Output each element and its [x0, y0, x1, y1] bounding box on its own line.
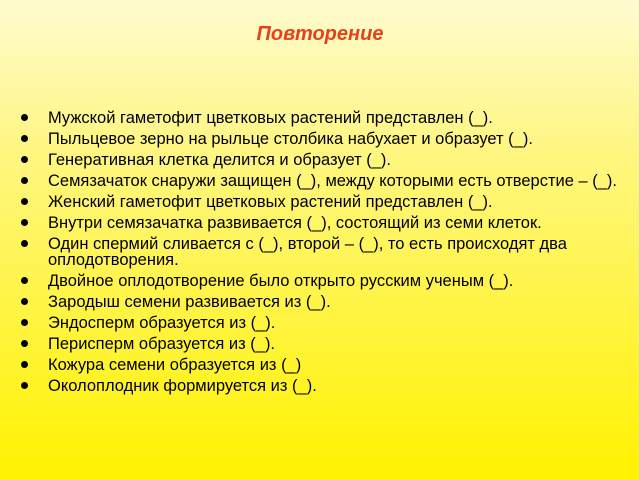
- list-item: [20, 194, 620, 210]
- bullet-icon: [21, 156, 28, 163]
- slide-title: Повторение: [256, 23, 384, 45]
- bullet-icon: [21, 382, 28, 389]
- list-item: [20, 336, 620, 352]
- bullet-icon: [21, 340, 28, 347]
- list-item-text: Генеративная клетка делится и образует (_).: [48, 151, 391, 169]
- list-item: [20, 294, 620, 310]
- list-item-text: Перисперм образуется из (_).: [48, 335, 276, 353]
- list-item: [20, 215, 620, 231]
- bullet-icon: [21, 198, 28, 205]
- list-item-text: Один спермий сливается с (_), второй – (_), то есть происходят два оплодотворения.: [48, 235, 567, 269]
- list-item: [20, 110, 620, 126]
- list-item: [20, 131, 620, 147]
- list-item: [20, 357, 620, 373]
- list-item-text: Пыльцевое зерно на рыльце столбика набухает и образует (_).: [48, 130, 533, 148]
- bullet-icon: [21, 135, 28, 142]
- bullet-icon: [21, 319, 28, 326]
- list-item: [20, 152, 620, 168]
- list-item-text: Эндосперм образуется из (_).: [48, 314, 276, 332]
- bullet-icon: [21, 219, 28, 226]
- list-item: [20, 173, 620, 189]
- list-item-text: Кожура семени образуется из (_): [48, 356, 302, 374]
- list-item-text: Женский гаметофит цветковых растений представлен (_).: [48, 193, 493, 211]
- list-item: [20, 236, 620, 268]
- list-item-text: Зародыш семени развивается из (_).: [48, 293, 331, 311]
- bullet-icon: [21, 298, 28, 305]
- list-item: [20, 378, 620, 394]
- list-item: [20, 273, 620, 289]
- list-item-text: Внутри семязачатка развивается (_), состоящий из семи клеток.: [48, 214, 542, 232]
- bullet-icon: [21, 177, 28, 184]
- bullet-icon: [21, 361, 28, 368]
- bullet-icon: [21, 240, 28, 247]
- list-item-text: Двойное оплодотворение было открыто русским ученым (_).: [48, 272, 514, 290]
- list-item-text: Мужской гаметофит цветковых растений представлен (_).: [48, 109, 493, 127]
- list-item-text: Околоплодник формируется из (_).: [48, 377, 317, 395]
- question-list: [20, 110, 620, 399]
- list-item: [20, 315, 620, 331]
- bullet-icon: [21, 277, 28, 284]
- bullet-icon: [21, 114, 28, 121]
- list-item-text: Семязачаток снаружи защищен (_), между которыми есть отверстие – (_).: [48, 172, 617, 190]
